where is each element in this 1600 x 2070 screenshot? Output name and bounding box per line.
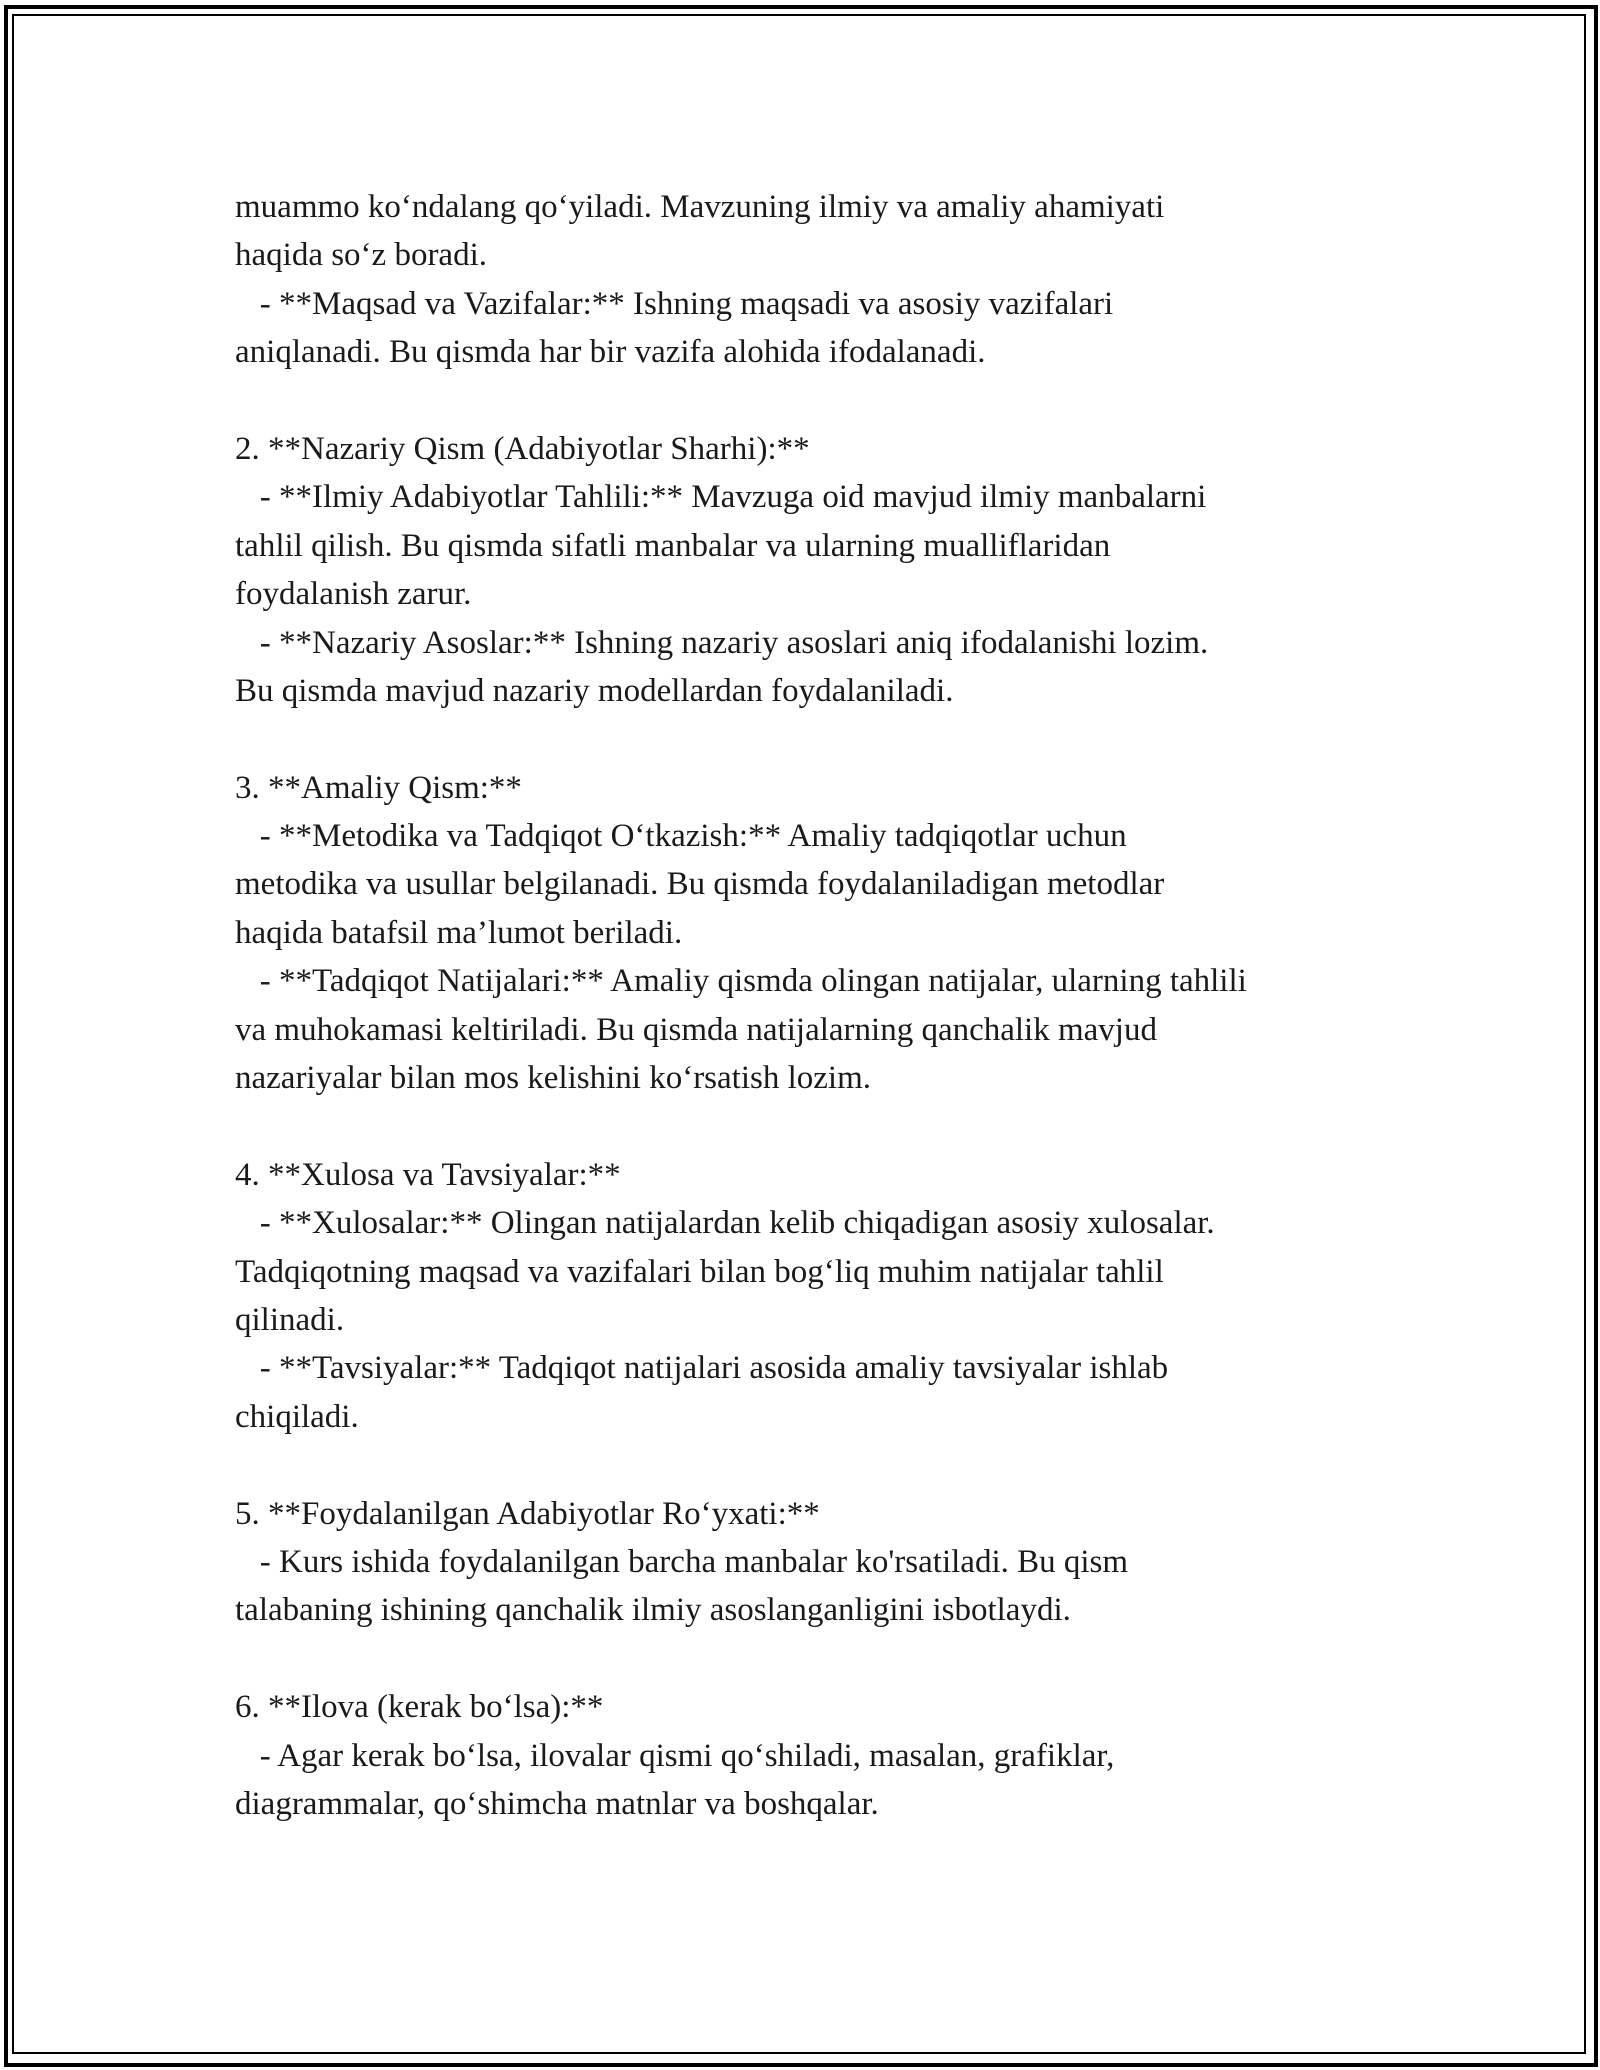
text-line: metodika va usullar belgilanadi. Bu qismda foydalaniladigan metodlar (235, 866, 1165, 903)
section-xulosa (235, 1151, 1405, 1441)
text-line: - **Xulosalar:** Olingan natijalardan kelib chiqadigan asosiy xulosalar. (235, 1205, 1215, 1242)
text-line: nazariyalar bilan mos kelishini ko‘rsatish lozim. (235, 1060, 872, 1097)
section-heading: 3. **Amaliy Qism:** (235, 769, 522, 806)
text-line: haqida batafsil ma’lumot beriladi. (235, 914, 683, 951)
text-line: talabaning ishining qanchalik ilmiy asoslanganligini isbotlaydi. (235, 1592, 1071, 1629)
section-heading: 5. **Foydalanilgan Adabiyotlar Ro‘yxati:** (235, 1495, 820, 1532)
section-heading: 6. **Ilova (kerak bo‘lsa):** (235, 1689, 604, 1726)
document-body (235, 183, 1405, 1828)
text-line: Tadqiqotning maqsad va vazifalari bilan bog‘liq muhim natijalar tahlil (235, 1253, 1164, 1290)
paragraph-gap (235, 1102, 1405, 1150)
section-ilova (235, 1683, 1405, 1828)
paragraph-gap (235, 377, 1405, 425)
intro-block (235, 183, 1405, 377)
text-line: - **Ilmiy Adabiyotlar Tahlili:** Mavzuga oid mavjud ilmiy manbalarni (235, 479, 1207, 516)
text-line: chiqiladi. (235, 1398, 359, 1435)
text-line: - Agar kerak bo‘lsa, ilovalar qismi qo‘shiladi, masalan, grafiklar, (235, 1737, 1115, 1774)
text-line: - **Tavsiyalar:** Tadqiqot natijalari asosida amaliy tavsiyalar ishlab (235, 1350, 1169, 1387)
section-heading: 2. **Nazariy Qism (Adabiyotlar Sharhi):** (235, 430, 810, 467)
paragraph-gap (235, 1441, 1405, 1489)
text-line: tahlil qilish. Bu qismda sifatli manbalar va ularning mualliflaridan (235, 527, 1111, 564)
text-line: qilinadi. (235, 1301, 345, 1338)
text-line: - **Nazariy Asoslar:** Ishning nazariy asoslari aniq ifodalanishi lozim. (235, 624, 1209, 661)
text-line: foydalanish zarur. (235, 576, 472, 613)
section-nazariy-qism (235, 425, 1405, 715)
text-line: muammo ko‘ndalang qo‘yiladi. Mavzuning ilmiy va amaliy ahamiyati (235, 189, 1165, 225)
text-line: diagrammalar, qo‘shimcha matnlar va boshqalar. (235, 1785, 879, 1822)
text-line: - **Maqsad va Vazifalar:** Ishning maqsadi va asosiy vazifalari (235, 285, 1114, 322)
text-line: - **Metodika va Tadqiqot O‘tkazish:** Amaliy tadqiqotlar uchun (235, 818, 1127, 855)
section-heading: 4. **Xulosa va Tavsiyalar:** (235, 1156, 621, 1193)
paragraph-gap (235, 715, 1405, 763)
section-adabiyotlar (235, 1490, 1405, 1635)
text-line: Bu qismda mavjud nazariy modellardan foydalaniladi. (235, 672, 954, 709)
paragraph-gap (235, 1635, 1405, 1683)
text-line: aniqlanadi. Bu qismda har bir vazifa alohida ifodalanadi. (235, 334, 986, 371)
text-line: va muhokamasi keltiriladi. Bu qismda natijalarning qanchalik mavjud (235, 1011, 1157, 1048)
text-line: - Kurs ishida foydalanilgan barcha manbalar ko'rsatiladi. Bu qism (235, 1543, 1129, 1580)
text-line: haqida so‘z boradi. (235, 237, 487, 274)
text-line: - **Tadqiqot Natijalari:** Amaliy qismda olingan natijalar, ularning tahlili (235, 963, 1247, 1000)
section-amaliy-qism (235, 764, 1405, 1103)
